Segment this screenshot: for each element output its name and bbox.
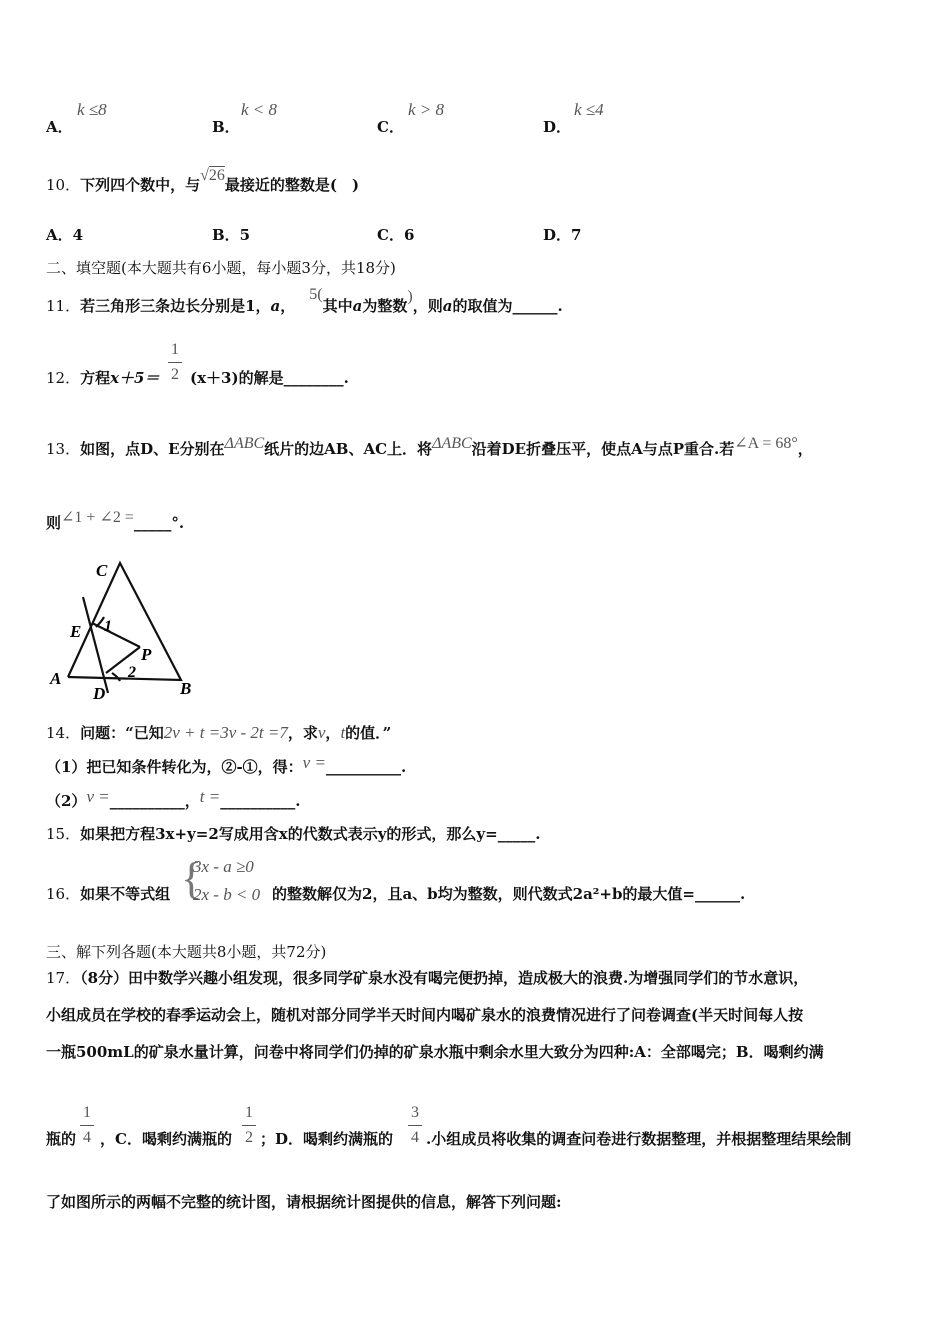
- angle-1-arc: [96, 617, 104, 627]
- q16-inequality-2: 2x - b < 0: [193, 885, 261, 904]
- option-d-expr: k ≤4: [574, 100, 604, 119]
- label-angle-1: 1: [104, 618, 112, 635]
- question-17-line-4b: ，C．喝剩约满瓶的: [100, 1130, 232, 1148]
- q10-option-a: A．4: [46, 226, 84, 244]
- question-14-part-2: （2）v =__________，t =__________.: [46, 787, 301, 810]
- q12-rhs: (x＋3)的解是________.: [190, 369, 349, 387]
- question-16-pre: 16．如果不等式组: [46, 885, 171, 903]
- option-b-label: B．: [212, 118, 240, 136]
- question-17-line-2: 小组成员在学校的春季运动会上，随机对部分同学半天时间内喝矿泉水的浪费情况进行了问卷调查(半天时间每人按: [46, 1006, 804, 1024]
- question-10: 10．下列四个数中，与√26最接近的整数是( ): [46, 167, 360, 194]
- option-c-label: C．: [377, 118, 404, 136]
- option-a-label: A．: [46, 118, 73, 136]
- question-17-line-4a: 瓶的: [46, 1130, 77, 1148]
- section-3-heading: 三、解下列各题(本大题共8小题，共72分): [46, 943, 327, 961]
- fraction-three-quarters: 3 4: [408, 1104, 422, 1147]
- section-2-heading: 二、填空题(本大题共有6小题，每小题3分，共18分): [46, 259, 396, 277]
- q16-inequality-1: 3x - a ≥0: [193, 857, 254, 876]
- q16-brace: {: [181, 854, 203, 903]
- option-c-expr: k > 8: [408, 100, 445, 119]
- question-12: 12．方程x＋5＝: [46, 369, 160, 387]
- label-e: E: [70, 622, 82, 641]
- q10-option-c: C．6: [377, 226, 415, 244]
- label-a: A: [50, 669, 62, 688]
- question-15: 15．如果把方程3x+y=2写成用含x的代数式表示y的形式，那么y=_____.: [46, 825, 541, 843]
- triangle-abc: [68, 563, 181, 680]
- fraction-one-quarter: 1 4: [80, 1104, 94, 1147]
- label-b: B: [180, 679, 192, 698]
- option-a-expr: k ≤8: [77, 100, 107, 119]
- option-d-label: D．: [543, 118, 572, 136]
- label-angle-2: 2: [128, 664, 136, 681]
- q10-option-d: D．7: [543, 226, 582, 244]
- question-13-line2: 则∠1 + ∠2 =_____°.: [46, 509, 185, 532]
- question-14: 14．问题：“已知2v + t =3v - 2t =7，求v，t的值．”: [46, 723, 392, 742]
- question-16-post: 的整数解仅为2，且a、b均为整数，则代数式2a²+b的最大值=______.: [272, 885, 746, 903]
- q10-option-b: B．5: [212, 226, 251, 244]
- question-17-line-4c: ；D．喝剩约满瓶的: [260, 1130, 394, 1148]
- triangle-figure: [40, 555, 210, 705]
- label-c: C: [96, 561, 108, 580]
- angle-2-arc: [112, 673, 120, 681]
- fraction-one-half: 1 2: [242, 1104, 256, 1147]
- question-17-line-1: 17．（8分）田中数学兴趣小组发现，很多同学矿泉水没有喝完便扔掉，造成极大的浪费.为增强同学们的节水意识，: [46, 969, 809, 987]
- question-17-line-4d: .小组成员将收集的调查问卷进行数据整理，并根据整理结果绘制: [426, 1130, 852, 1148]
- segment-ep: [92, 623, 140, 647]
- question-14-part-1: （1）把已知条件转化为，②-①，得：v =__________.: [46, 753, 407, 776]
- q12-fraction: 1 2: [168, 341, 182, 384]
- option-b-expr: k < 8: [241, 100, 278, 119]
- label-p: P: [141, 645, 152, 664]
- question-11: 11．若三角形三条边长分别是1，a，5(其中a为整数)，则a的取值为______.: [46, 286, 563, 315]
- question-17-line-5: 了如图所示的两幅不完整的统计图，请根据统计图提供的信息，解答下列问题:: [46, 1193, 562, 1211]
- label-d: D: [93, 684, 106, 703]
- question-17-line-3: 一瓶500mL的矿泉水量计算，问卷中将同学们仍掉的矿泉水瓶中剩余水里大致分为四种:A：全部喝完；B．喝剩约满: [46, 1043, 824, 1061]
- question-13: 13．如图，点D、E分别在ΔABC纸片的边AB、AC上．将ΔABC沿着DE折叠压平，使点A与点P重合.若∠A = 68°，: [46, 435, 813, 458]
